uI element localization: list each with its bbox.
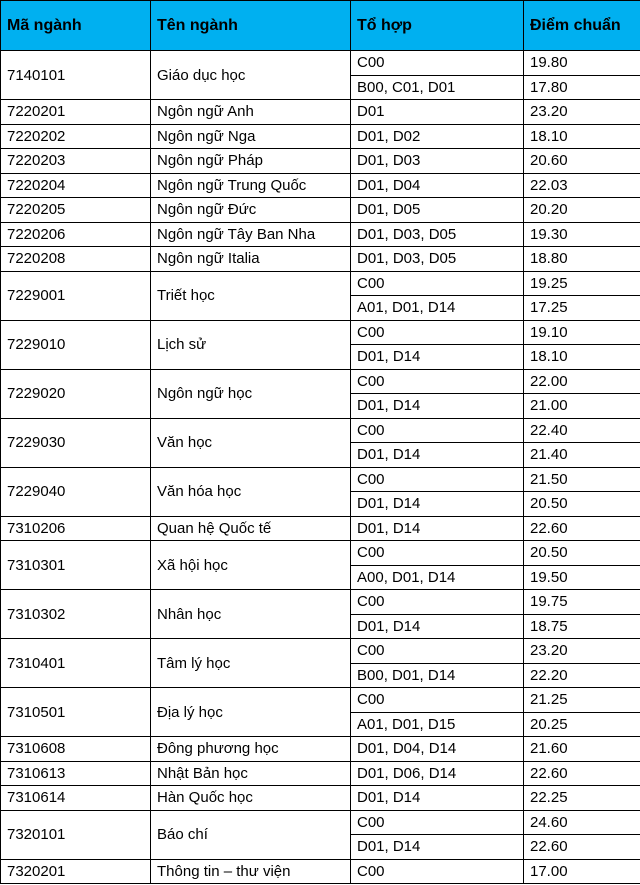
table-row <box>1 786 640 811</box>
combination-cell: C00 <box>351 418 524 443</box>
benchmark-score-cell: 22.00 <box>524 369 640 394</box>
benchmark-score-cell: 19.30 <box>524 222 640 247</box>
combination-cell: C00 <box>351 369 524 394</box>
table-row <box>1 173 640 198</box>
combination-cell: C00 <box>351 639 524 664</box>
major-code-cell: 7310608 <box>1 737 151 762</box>
table-row <box>1 590 640 615</box>
combination-cell: B00, C01, D01 <box>351 75 524 100</box>
table-row <box>1 369 640 394</box>
combination-cell: A00, D01, D14 <box>351 565 524 590</box>
table-row <box>1 688 640 713</box>
benchmark-score-cell: 24.60 <box>524 810 640 835</box>
benchmark-score-cell: 18.75 <box>524 614 640 639</box>
benchmark-score-cell: 23.20 <box>524 639 640 664</box>
major-code-cell: 7220205 <box>1 198 151 223</box>
major-code-cell: 7320201 <box>1 859 151 884</box>
table-row <box>1 859 640 884</box>
combination-cell: D01, D14 <box>351 614 524 639</box>
major-name-cell: Nhật Bản học <box>151 761 351 786</box>
major-name-cell: Ngôn ngữ Anh <box>151 100 351 125</box>
combination-cell: C00 <box>351 859 524 884</box>
benchmark-score-cell: 20.50 <box>524 492 640 517</box>
major-name-cell: Ngôn ngữ Đức <box>151 198 351 223</box>
benchmark-score-cell: 22.60 <box>524 516 640 541</box>
benchmark-score-cell: 20.50 <box>524 541 640 566</box>
benchmark-score-cell: 17.00 <box>524 859 640 884</box>
combination-cell: D01, D14 <box>351 443 524 468</box>
major-name-cell: Thông tin – thư viện <box>151 859 351 884</box>
major-name-cell: Tâm lý học <box>151 639 351 688</box>
benchmark-score-cell: 17.25 <box>524 296 640 321</box>
table-body <box>1 51 640 884</box>
combination-cell: C00 <box>351 590 524 615</box>
benchmark-score-cell: 20.25 <box>524 712 640 737</box>
benchmark-score-cell: 19.80 <box>524 51 640 76</box>
benchmark-score-cell: 19.10 <box>524 320 640 345</box>
major-code-cell: 7220204 <box>1 173 151 198</box>
major-name-cell: Ngôn ngữ Nga <box>151 124 351 149</box>
benchmark-score-cell: 21.60 <box>524 737 640 762</box>
combination-cell: D01, D14 <box>351 345 524 370</box>
major-name-cell: Triết học <box>151 271 351 320</box>
table-row <box>1 761 640 786</box>
table-row <box>1 320 640 345</box>
benchmark-score-cell: 19.50 <box>524 565 640 590</box>
benchmark-score-cell: 18.10 <box>524 124 640 149</box>
major-name-cell: Quan hệ Quốc tế <box>151 516 351 541</box>
benchmark-score-cell: 22.40 <box>524 418 640 443</box>
major-code-cell: 7229010 <box>1 320 151 369</box>
combination-cell: C00 <box>351 320 524 345</box>
table-row <box>1 100 640 125</box>
combination-cell: C00 <box>351 467 524 492</box>
benchmark-score-cell: 23.20 <box>524 100 640 125</box>
major-code-cell: 7310401 <box>1 639 151 688</box>
combination-cell: D01 <box>351 100 524 125</box>
table-row <box>1 516 640 541</box>
combination-cell: D01, D02 <box>351 124 524 149</box>
header-major-code: Mã ngành <box>1 1 151 51</box>
major-name-cell: Báo chí <box>151 810 351 859</box>
major-code-cell: 7220208 <box>1 247 151 272</box>
benchmark-score-cell: 22.60 <box>524 761 640 786</box>
header-major-name: Tên ngành <box>151 1 351 51</box>
major-code-cell: 7229020 <box>1 369 151 418</box>
benchmark-score-cell: 21.40 <box>524 443 640 468</box>
major-name-cell: Địa lý học <box>151 688 351 737</box>
benchmark-score-cell: 22.60 <box>524 835 640 860</box>
table-row <box>1 418 640 443</box>
combination-cell: B00, D01, D14 <box>351 663 524 688</box>
combination-cell: D01, D04 <box>351 173 524 198</box>
combination-cell: C00 <box>351 810 524 835</box>
table-row <box>1 810 640 835</box>
major-code-cell: 7310302 <box>1 590 151 639</box>
major-code-cell: 7310613 <box>1 761 151 786</box>
major-name-cell: Văn hóa học <box>151 467 351 516</box>
combination-cell: C00 <box>351 541 524 566</box>
major-name-cell: Đông phương học <box>151 737 351 762</box>
major-code-cell: 7310206 <box>1 516 151 541</box>
header-row <box>1 1 640 51</box>
benchmark-score-cell: 18.80 <box>524 247 640 272</box>
benchmark-score-cell: 21.50 <box>524 467 640 492</box>
major-code-cell: 7220203 <box>1 149 151 174</box>
major-name-cell: Ngôn ngữ Tây Ban Nha <box>151 222 351 247</box>
combination-cell: C00 <box>351 51 524 76</box>
table-row <box>1 124 640 149</box>
major-name-cell: Ngôn ngữ Italia <box>151 247 351 272</box>
major-code-cell: 7229030 <box>1 418 151 467</box>
table-row <box>1 467 640 492</box>
benchmark-score-cell: 19.75 <box>524 590 640 615</box>
major-code-cell: 7229040 <box>1 467 151 516</box>
major-name-cell: Ngôn ngữ học <box>151 369 351 418</box>
combination-cell: D01, D14 <box>351 835 524 860</box>
benchmark-score-cell: 21.00 <box>524 394 640 419</box>
combination-cell: D01, D03, D05 <box>351 247 524 272</box>
table-row <box>1 51 640 76</box>
combination-cell: D01, D03, D05 <box>351 222 524 247</box>
table-row <box>1 198 640 223</box>
combination-cell: A01, D01, D14 <box>351 296 524 321</box>
major-name-cell: Xã hội học <box>151 541 351 590</box>
major-code-cell: 7310614 <box>1 786 151 811</box>
table-row <box>1 271 640 296</box>
major-name-cell: Giáo dục học <box>151 51 351 100</box>
combination-cell: D01, D14 <box>351 492 524 517</box>
major-code-cell: 7220201 <box>1 100 151 125</box>
combination-cell: D01, D04, D14 <box>351 737 524 762</box>
table-row <box>1 737 640 762</box>
combination-cell: D01, D14 <box>351 516 524 541</box>
table-row <box>1 247 640 272</box>
benchmark-score-cell: 22.03 <box>524 173 640 198</box>
major-code-cell: 7220202 <box>1 124 151 149</box>
major-name-cell: Hàn Quốc học <box>151 786 351 811</box>
benchmark-score-cell: 20.20 <box>524 198 640 223</box>
combination-cell: C00 <box>351 688 524 713</box>
table-row <box>1 222 640 247</box>
major-name-cell: Lịch sử <box>151 320 351 369</box>
benchmark-score-cell: 22.20 <box>524 663 640 688</box>
combination-cell: D01, D03 <box>351 149 524 174</box>
major-name-cell: Văn học <box>151 418 351 467</box>
benchmark-score-cell: 17.80 <box>524 75 640 100</box>
combination-cell: D01, D14 <box>351 394 524 419</box>
major-name-cell: Nhân học <box>151 590 351 639</box>
major-code-cell: 7310501 <box>1 688 151 737</box>
header-benchmark-score: Điểm chuẩn <box>524 1 640 51</box>
major-name-cell: Ngôn ngữ Pháp <box>151 149 351 174</box>
table-row <box>1 149 640 174</box>
combination-cell: C00 <box>351 271 524 296</box>
major-code-cell: 7320101 <box>1 810 151 859</box>
combination-cell: D01, D06, D14 <box>351 761 524 786</box>
table-row <box>1 639 640 664</box>
combination-cell: D01, D14 <box>351 786 524 811</box>
benchmark-score-cell: 21.25 <box>524 688 640 713</box>
combination-cell: D01, D05 <box>351 198 524 223</box>
major-code-cell: 7140101 <box>1 51 151 100</box>
benchmark-score-cell: 18.10 <box>524 345 640 370</box>
header-combination: Tổ hợp <box>351 1 524 51</box>
benchmark-score-cell: 22.25 <box>524 786 640 811</box>
table-row <box>1 541 640 566</box>
major-code-cell: 7220206 <box>1 222 151 247</box>
major-name-cell: Ngôn ngữ Trung Quốc <box>151 173 351 198</box>
benchmark-score-cell: 20.60 <box>524 149 640 174</box>
major-code-cell: 7229001 <box>1 271 151 320</box>
combination-cell: A01, D01, D15 <box>351 712 524 737</box>
benchmark-score-cell: 19.25 <box>524 271 640 296</box>
major-code-cell: 7310301 <box>1 541 151 590</box>
